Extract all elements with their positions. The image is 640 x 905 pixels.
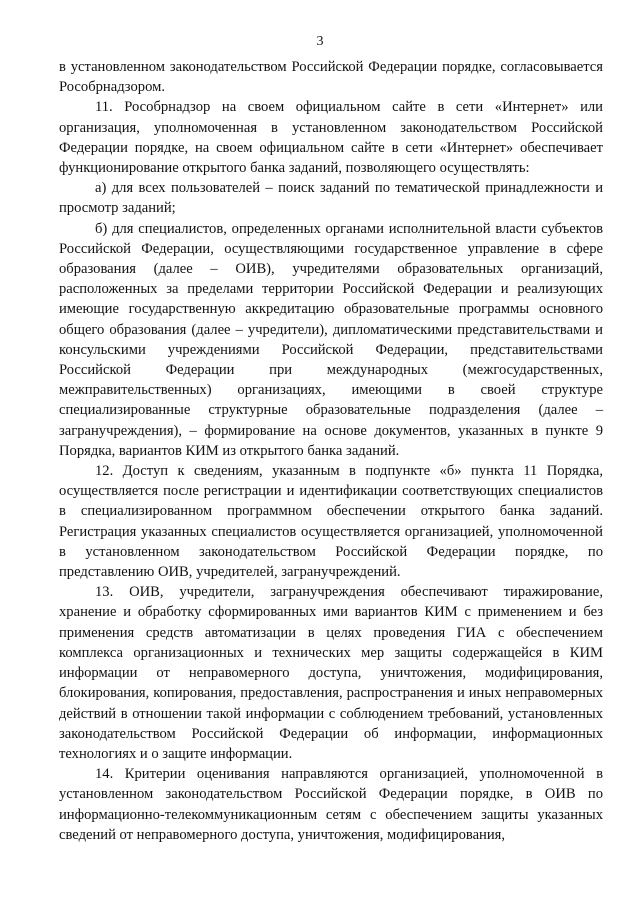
paragraph-item-14: 14. Критерии оценивания направляются организацией, уполномоченной в установленном законодательством Российской Федерации порядке, в ОИВ по информационно-телекоммуникационным сетям с обеспечением защиты указанных сведений от неправомерного доступа, уничтожения, модифицирования, bbox=[59, 766, 603, 843]
paragraph-continuation: в установленном законодательством Российской Федерации порядке, согласовывается Рособрнадзором. bbox=[59, 59, 603, 96]
paragraph-item-11-a: а) для всех пользователей – поиск заданий по тематической принадлежности и просмотр заданий; bbox=[59, 180, 603, 217]
paragraph-item-11: 11. Рособрнадзор на своем официальном сайте в сети «Интернет» или организация, уполномоченная в установленном законодательством Российской Федерации порядке, на своем официальном сайте в сети «Интернет» обеспечивает функционирование открытого банка заданий, позволяющего осуществлять: bbox=[59, 99, 603, 177]
paragraph-item-12: 12. Доступ к сведениям, указанным в подпункте «б» пункта 11 Порядка, осуществляется после регистрации и идентификации соответствующих специалистов в специализированном программном обеспечении открытого банка заданий. Регистрация указанных специалистов осуществляется организацией, уполномоченной в установленном законодательством Российской Федерации порядке, по представлению ОИВ, учредителей, загранучреждений. bbox=[59, 463, 603, 581]
paragraph-item-11-b: б) для специалистов, определенных органами исполнительной власти субъектов Российской Федерации, осуществляющими государственное управление в сфере образования (далее – ОИВ), учредителями образовательных организаций, расположенных за пределами территории Российской Федерации и реализующих имеющие государственную аккредитацию образовательные программы основного общего образования (далее – учредители), дипломатическими представительствами и консульскими учреждениями Российской Федерации, представительствами Российской Федерации при международных (межгосударственных, межправительственных) организациях, имеющими в своей структуре специализированные структурные образовательные подразделения (далее – загранучреждения), – формирование на основе документов, указанных в пункте 9 Порядка, вариантов КИМ из открытого банка заданий. bbox=[59, 220, 603, 459]
paragraph-item-13: 13. ОИВ, учредители, загранучреждения обеспечивают тиражирование, хранение и обработку сформированных ими вариантов КИМ с применением и без применения средств автоматизации в целях проведения ГИА с обеспечением комплекса организационных и технических мер защиты содержащейся в КИМ информации от неправомерного доступа, уничтожения, модифицирования, блокирования, копирования, предоставления, распространения и иных неправомерных действий в отношении такой информации с соблюдением требований, установленных законодательством Российской Федерации об информации, информационных технологиях и о защите информации. bbox=[59, 584, 603, 762]
document-body bbox=[59, 57, 603, 845]
page-number: 3 bbox=[316, 34, 324, 49]
